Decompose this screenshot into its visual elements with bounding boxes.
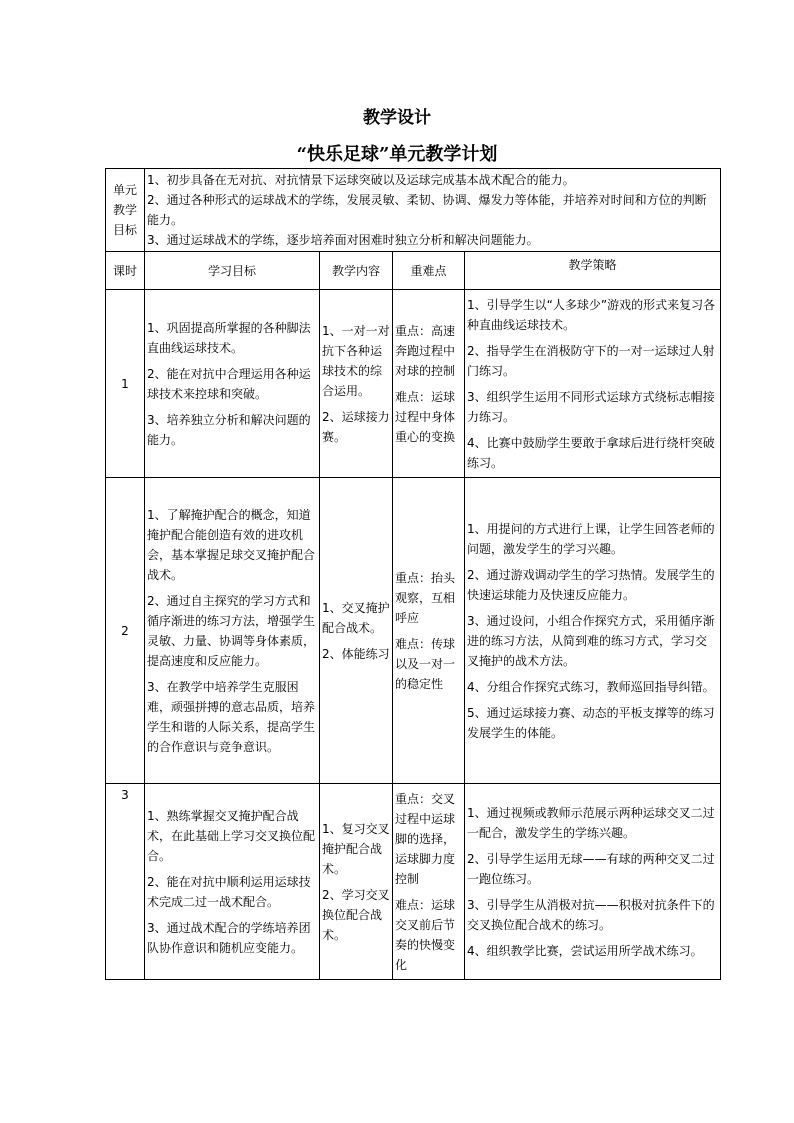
lesson-content: 1、一对一对抗下各种运球技术的综合运用。 2、运球接力赛。 [320,290,393,478]
lesson-row [106,290,721,478]
lesson-key-points: 重点：抬头观察，互相呼应 难点：传球以及一对一的稳定性 [393,478,465,784]
unit-goal-row [106,169,721,252]
header-content: 教学内容 [320,252,393,290]
lesson-number: 3 [106,784,145,980]
unit-goal-content [145,169,721,252]
lesson-objectives: 1、巩固提高所掌握的各种脚法直曲线运球技术。 2、能在对抗中合理运用各种运球技术来控球和突破。 3、培养独立分析和解决问题的能力。 [145,290,320,478]
unit-goal-label: 单元 教学 目标 [106,169,145,252]
lesson-strategy: 1、引导学生以“人多球少”游戏的形式来复习各种直曲线运球技术。 2、指导学生在消极防守下的一对一运球过人射门练习。 3、组织学生运用不同形式运球方式绕标志帽接力练习。 4、比赛中鼓励学生要敢于拿球后进行绕杆突破练习。 [465,290,721,478]
lesson-key-points: 重点：交叉过程中运球脚的选择，运球脚力度控制 难点：运球交叉前后节奏的快慢变化 [393,784,465,980]
page-title: 教学设计 [363,108,431,128]
lesson-row [106,784,721,980]
unit-goal-item: 3、通过运球战术的学练，逐步培养面对困难时独立分析和解决问题能力。 [147,233,539,247]
lesson-content: 1、复习交叉掩护配合战术。 2、学习交叉换位配合战术。 [320,784,393,980]
lesson-key-points: 重点：高速奔跑过程中对球的控制 难点：运球过程中身体重心的变换 [393,290,465,478]
lesson-objectives: 1、了解掩护配合的概念，知道掩护配合能创造有效的进攻机会，基本掌握足球交叉掩护配合战术。 2、通过自主探究的学习方式和循序渐进的练习方法，增强学生灵敏、力量、协调等身体素质，提高速度和反应能力。 3、在教学中培养学生克服困难，顽强拼搏的意志品质，培养学生和谐的人际关系，提高学生的合作意识与竞争意识。 [145,478,320,784]
lesson-content: 1、交叉掩护配合战术。 2、体能练习 [320,478,393,784]
header-row [106,252,721,290]
header-lesson: 课时 [106,252,145,290]
lesson-number: 2 [106,478,145,784]
page-subtitle: “快乐足球”单元教学计划 [296,144,498,165]
lesson-strategy: 1、用提问的方式进行上课，让学生回答老师的问题，激发学生的学习兴趣。 2、通过游戏调动学生的学习热情。发展学生的快速运球能力及快速反应能力。 3、通过设问，小组合作探究方式，采用循序渐进的练习方法，从简到难的练习方式，学习交叉掩护的战术方法。 4、分组合作探究式练习，教师巡回指导纠错。 5、通过运球接力赛、动态的平板支撑等的练习发展学生的体能。 [465,478,721,784]
lesson-number: 1 [106,290,145,478]
header-strategy: 教学策略 [465,252,721,290]
lesson-objectives: 1、熟练掌握交叉掩护配合战术，在此基础上学习交叉换位配合。 2、能在对抗中顺利运用运球技术完成二过一战术配合。 3、通过战术配合的学练培养团队协作意识和随机应变能力。 [145,784,320,980]
unit-plan-table [105,168,721,980]
lesson-strategy: 1、通过视频或教师示范展示两种运球交叉二过一配合，激发学生的学练兴趣。 2、引导学生运用无球——有球的两种交叉二过一跑位练习。 3、引导学生从消极对抗——积极对抗条件下的交叉换位配合战术的练习。 4、组织教学比赛，尝试运用所学战术练习。 [465,784,721,980]
header-objectives: 学习目标 [145,252,320,290]
header-key-points: 重难点 [393,252,465,290]
lesson-row [106,478,721,784]
unit-goal-item: 1、初步具备在无对抗、对抗情景下运球突破以及运球完成基本战术配合的能力。 [147,173,575,187]
unit-goal-item: 2、通过各种形式的运球战术的学练，发展灵敏、柔韧、协调、爆发力等体能，并培养对时间和方位的判断能力。 [147,193,707,227]
